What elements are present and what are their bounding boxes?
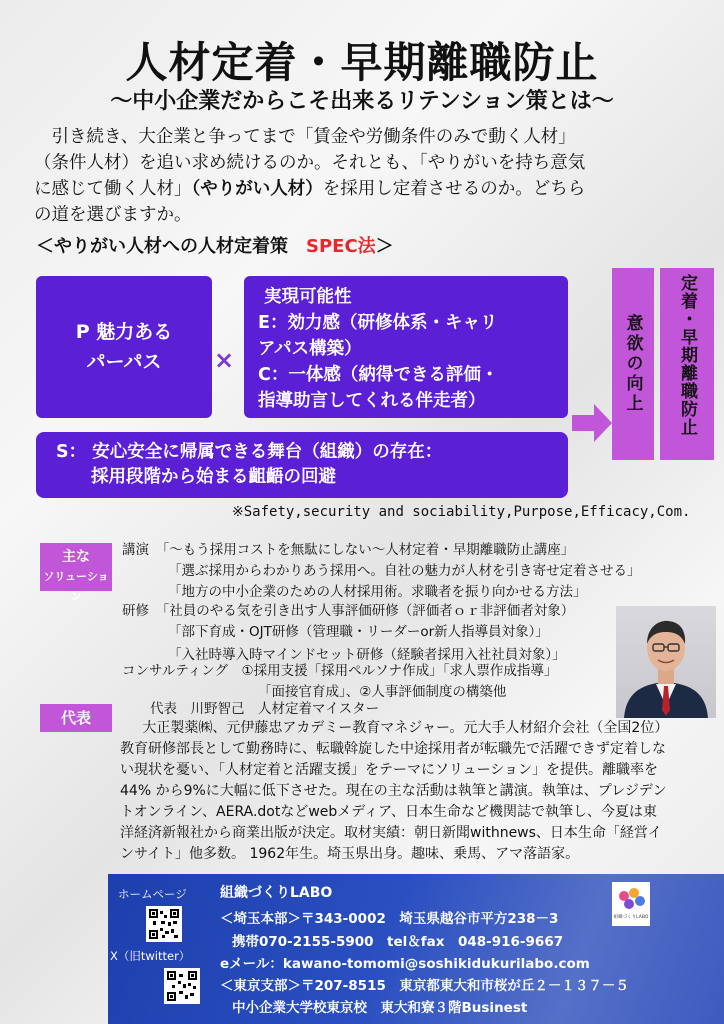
solution-line: 講演 「〜もう採用コストを無駄にしない〜人材定着・早期離職防止講座」 [122,542,575,558]
purpose-line: P 魅力ある [75,321,173,343]
org-logo-text: 組織づくりLABO [613,915,649,920]
intro-line: の道を選びますか。 [34,205,192,225]
bio-line: 教育研修部長として勤務時に、転職斡旋した中途採用者が転職先で活躍できず定着しな [120,741,666,757]
feasibility-title: 実現可能性 [264,287,352,307]
method-heading-text: ＜やりがい人材への人材定着策 [36,236,288,257]
tokyo-address-line2: 中小企業大学校東京校 東大和寮３階Businest [232,1000,528,1016]
spec-footnote: ※Safety,security and sociability,Purpose,Efficacy,Com. [232,504,691,520]
solution-line: 「選ぶ採用からわかりあう採用へ。自社の魅力が人材を引き寄せ定着させる」 [168,563,641,579]
solutions-label-line: 主な [62,549,90,565]
org-logo [612,882,650,926]
motivation-box: 意欲の向上 [612,268,654,460]
representative-bio [120,718,718,865]
homepage-qr-code[interactable] [146,906,182,942]
representative-label: 代表 [40,704,112,732]
solution-line: 「部下育成・OJT研修（管理職・リーダーor新人指導員対象）」 [168,624,549,640]
bio-line: トオンライン、AERA.dotなどwebメディア、日本生命など機関誌で執筆し、今夏は東 [120,804,658,820]
solution-line: コンサルティング ①採用支援「採用ペルソナ作成」「求人票作成指導」 [122,663,558,679]
intro-text: に感じて働く人材」 [34,179,192,199]
safety-line: S： 安心安全に帰属できる舞台（組織）の存在： [56,442,443,462]
feasibility-box [244,276,568,418]
intro-line [34,176,694,202]
bio-line: 洋経済新報社から商業出版が決定。取材実績：朝日新聞withnews、日本生命「経営イ [120,825,662,841]
retention-line: 定着・早期 [677,274,697,364]
purpose-box [36,276,212,418]
tokyo-address: ＜東京支部＞〒207-8515 東京都東大和市桜が丘２－１３７－５ [220,978,629,994]
intro-paragraph [34,124,694,228]
solution-line: 「地方の中小企業のための人材採用術。求職者を振り向かせる方法」 [168,584,587,600]
purpose-line: パーパス [86,351,162,373]
efficacy-line: アパス構築） [258,339,362,359]
retention-box [660,268,714,460]
intro-text: を採用し定着させるのか。どちら [322,179,586,199]
bio-line: い現状を憂い、「人材定着と活躍支援」をテーマにソリューション」を提供。離職率を [120,762,659,778]
bio-line: 44% から9%に大幅に低下させた。現在の主な活動は執筆と講演。執筆は、プレジデン [120,783,667,799]
safety-box [36,432,568,498]
method-heading-close: ＞ [375,236,394,257]
intro-line: （条件人材）を追い求め続けるのか。それとも、「やりがいを持ち意気 [34,153,586,173]
method-heading [36,232,394,258]
safety-line: 採用段階から始まる齟齬の回避 [91,467,336,487]
hq-address: ＜埼玉本部＞〒343-0002 埼玉県越谷市平方238－3 [220,911,559,927]
arrow-right-icon [572,404,612,442]
multiply-sign: × [214,346,235,374]
community-line: C：一体感（納得できる評価・ [258,365,499,385]
solution-line: 「面接官育成」、②人事評価制度の構築他 [258,684,507,700]
solution-line: 「入社時導入時マインドセット研修（経験者採用入社社員対象）」 [168,647,566,663]
representative-name: 代表 川野智己 人材定着マイスター [150,701,380,717]
retention-line: 離職防止 [677,364,697,436]
bio-line: ンサイト」他多数。 1962年生。埼玉県出身。趣味、乗馬、アマ落語家。 [120,846,580,862]
homepage-label: ホームページ [118,887,187,901]
twitter-label: X（旧twitter） [110,949,191,963]
representative-photo [616,606,716,718]
community-line: 指導助言してくれる伴走者） [258,391,486,411]
efficacy-line: E：効力感（研修体系・キャリ [258,313,498,333]
person-portrait-icon [616,606,716,718]
page-subtitle: 〜中小企業だからこそ出来るリテンション策とは〜 [110,89,614,114]
org-name: 組織づくりLABO [220,885,333,901]
method-name: SPEC法 [306,236,376,257]
solutions-label-line: ソリューション [43,570,109,603]
intro-emphasis: （やりがい人材） [191,179,323,199]
twitter-qr-code[interactable] [164,968,200,1004]
bio-line: 大正製薬㈱、元伊藤忠アカデミー教育マネジャー。元大手人材紹介会社（全国2位） [142,720,669,736]
email-address[interactable]: eメール：kawano-tomomi@soshikidukurilabo.com [220,956,590,972]
phone-numbers: 携帯070-2155-5900 tel＆fax 048-916-9667 [232,934,564,950]
solutions-label [40,543,112,603]
page-title: 人材定着・早期離職防止 [125,38,599,87]
intro-line: 引き続き、大企業と争ってまで「賃金や労働条件のみで動く人材」 [51,127,576,147]
solution-line: 研修 「社員のやる気を引き出す人事評価研修（評価者ｏｒ非評価者対象） [122,603,575,619]
qr-code-icon [149,909,179,939]
qr-code-icon [167,971,197,1001]
